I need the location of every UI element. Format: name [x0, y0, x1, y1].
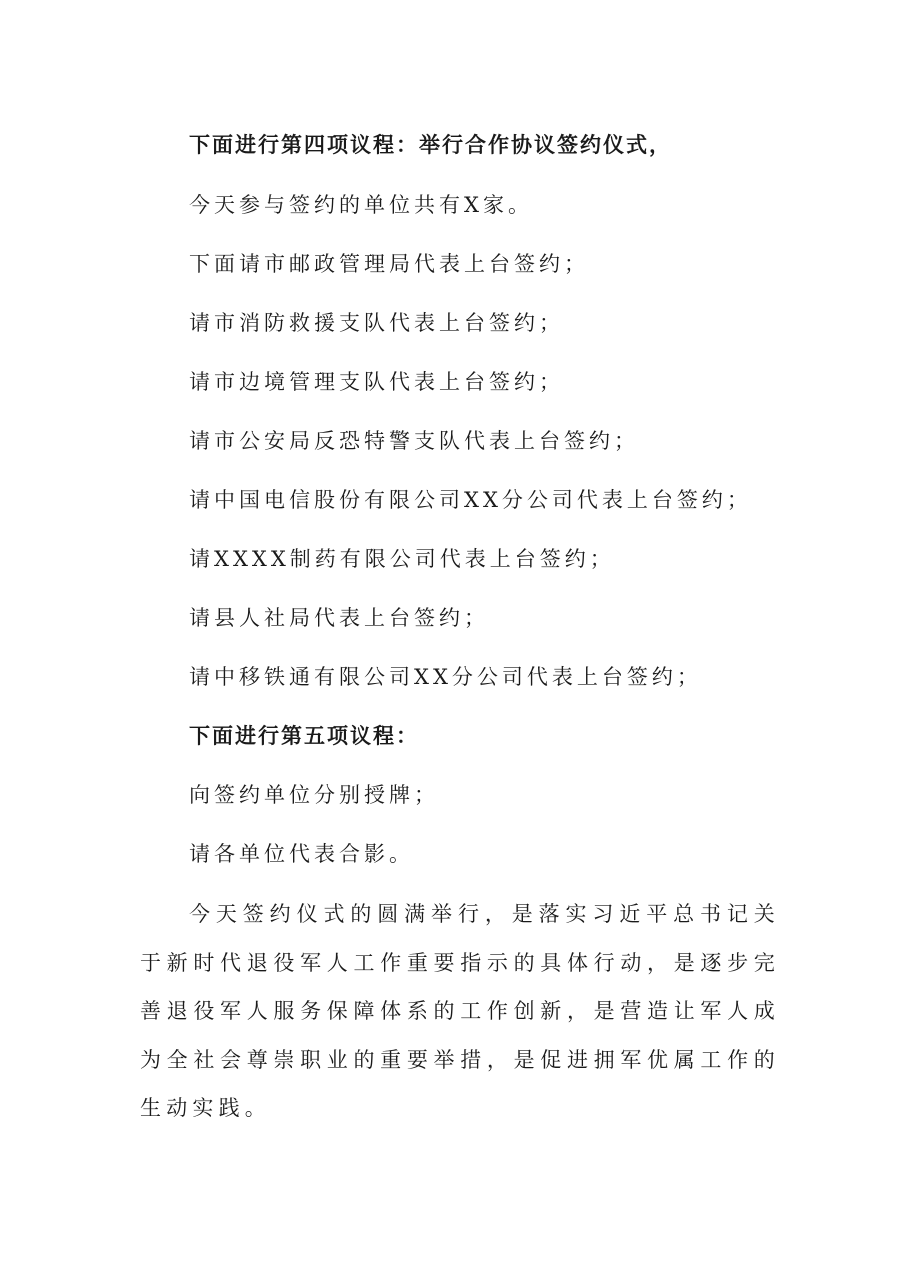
signing-call-railway: 请中移铁通有限公司XX分公司代表上台签约；	[189, 665, 702, 689]
signing-call-telecom: 请中国电信股份有限公司XX分公司代表上台签约；	[189, 488, 752, 512]
group-photo-line: 请各单位代表合影。	[189, 842, 414, 866]
signing-call-fire-rescue: 请市消防救援支队代表上台签约；	[189, 311, 564, 335]
agenda-item-four-heading: 下面进行第四项议程：举行合作协议签约仪式，	[189, 132, 672, 157]
signing-call-police: 请市公安局反恐特警支队代表上台签约；	[189, 429, 639, 453]
award-plaque-line: 向签约单位分别授牌；	[189, 783, 439, 807]
agenda-item-five-heading: 下面进行第五项议程：	[189, 723, 419, 748]
signing-call-pharma: 请XXXX制药有限公司代表上台签约；	[189, 547, 615, 571]
participant-count-line: 今天参与签约的单位共有X家。	[189, 193, 533, 217]
closing-paragraph: 今天签约仪式的圆满举行，是落实习近平总书记关于新时代退役军人工作重要指示的具体行动，是逐步完善退役军人服务保障体系的工作创新，是营造让军人成为全社会尊崇职业的重要举措，是促进拥军优属工作的生动实践。	[140, 902, 780, 1120]
signing-call-hr-bureau: 请县人社局代表上台签约；	[189, 606, 489, 630]
signing-call-border: 请市边境管理支队代表上台签约；	[189, 370, 564, 394]
signing-call-postal: 下面请市邮政管理局代表上台签约；	[189, 252, 589, 276]
